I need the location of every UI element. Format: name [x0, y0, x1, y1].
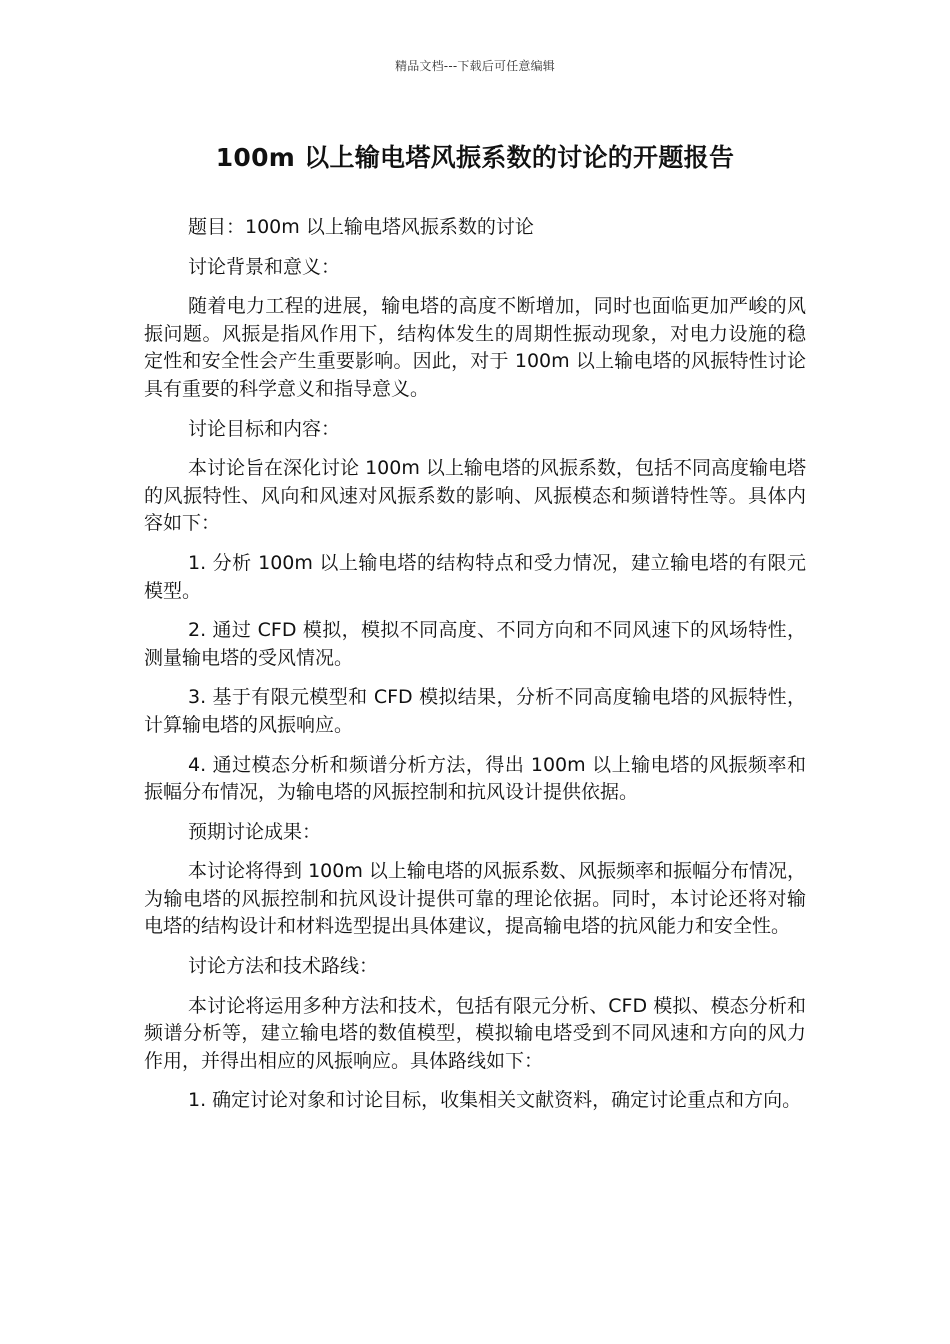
section-heading-background: 讨论背景和意义：: [188, 255, 341, 278]
section-heading-methods: 讨论方法和技术路线：: [188, 955, 379, 978]
section-heading-goals: 讨论目标和内容：: [188, 417, 341, 440]
list-item-goal-1: 1. 分析 100m 以上输电塔的结构特点和受力情况，建立输电塔的有限元模型。: [144, 551, 806, 602]
section-heading-results: 预期讨论成果：: [188, 820, 322, 843]
paragraph-background: 随着电力工程的进展，输电塔的高度不断增加，同时也面临更加严峻的风振问题。风振是指风作用下，结构体发生的周期性振动现象，对电力设施的稳定性和安全性会产生重要影响。因此，对于 100m 以上输电塔的风振特性讨论具有重要的科学意义和指导意义。: [144, 295, 806, 400]
list-item-goal-4: 4. 通过模态分析和频谱分析方法，得出 100m 以上输电塔的风振频率和振幅分布情况，为输电塔的风振控制和抗风设计提供依据。: [144, 753, 806, 804]
paragraph-results: 本讨论将得到 100m 以上输电塔的风振系数、风振频率和振幅分布情况，为输电塔的风振控制和抗风设计提供可靠的理论依据。同时，本讨论还将对输电塔的结构设计和材料选型提出具体建议，提高输电塔的抗风能力和安全性。: [144, 860, 806, 938]
topic-line: 题目：100m 以上输电塔风振系数的讨论: [188, 216, 534, 238]
header-note: 精品文档---下载后可任意编辑: [395, 59, 555, 73]
paragraph-goals: 本讨论旨在深化讨论 100m 以上输电塔的风振系数，包括不同高度输电塔的风振特性、风向和风速对风振系数的影响、风振模态和频谱特性等。具体内容如下：: [144, 457, 806, 535]
list-item-route-1: 1. 确定讨论对象和讨论目标，收集相关文献资料，确定讨论重点和方向。: [188, 1089, 802, 1112]
document-title: 100m 以上输电塔风振系数的讨论的开题报告: [215, 143, 735, 172]
list-item-goal-3: 3. 基于有限元模型和 CFD 模拟结果，分析不同高度输电塔的风振特性，计算输电塔的风振响应。: [144, 686, 806, 736]
paragraph-methods: 本讨论将运用多种方法和技术，包括有限元分析、CFD 模拟、模态分析和频谱分析等，建立输电塔的数值模型，模拟输电塔受到不同风速和方向的风力作用，并得出相应的风振响应。具体路线如下：: [144, 994, 806, 1072]
document-body: [144, 214, 806, 1127]
list-item-goal-2: 2. 通过 CFD 模拟，模拟不同高度、不同方向和不同风速下的风场特性，测量输电塔的受风情况。: [144, 619, 806, 669]
